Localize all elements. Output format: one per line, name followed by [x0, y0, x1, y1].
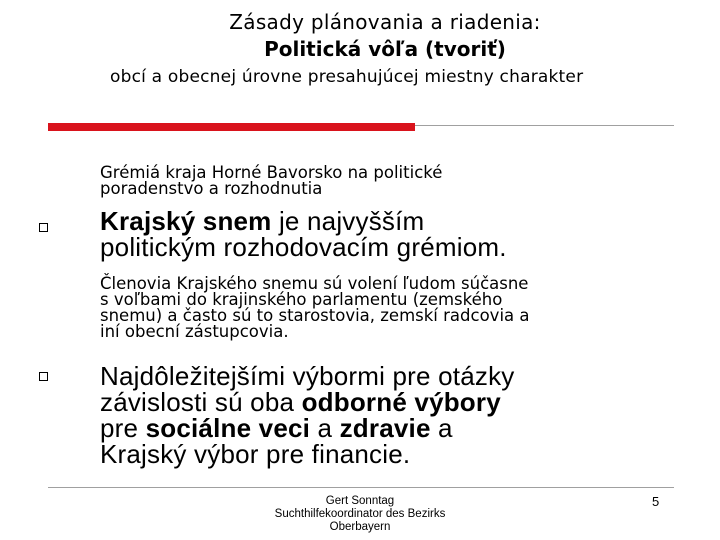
page-number: 5 [652, 494, 660, 509]
bullet-2-text-a: závislosti sú oba [100, 387, 302, 417]
block1-subtitle-line1: Grémiá kraja Horné Bavorsko na politické [100, 163, 443, 182]
block2-line: snemu) a často sú to starostovia, zemskí radcovia a [100, 306, 530, 325]
bullet-2-bold-a: odborné výbory [301, 387, 501, 417]
slide-title-line2: Politická vôľa (tvoriť) [264, 37, 506, 61]
slide-title-line1: Zásady plánovania a riadenia: [229, 10, 541, 34]
title-accent-bar [48, 123, 415, 131]
bullet-1-line1 [100, 208, 700, 234]
bullet-2-line2 [100, 389, 620, 415]
bullet-2-line1: Najdôležitejšími výbormi pre otázky [100, 361, 515, 391]
bullet-1-bold: Krajský snem [100, 206, 272, 236]
footer-line1: Gert Sonntag [325, 495, 395, 507]
bullet-2-line3 [100, 415, 620, 441]
bullet-1-rest: je najvyšším [271, 206, 425, 236]
bullet-2-line4: Krajský výbor pre financie. [100, 439, 411, 469]
block2-line: iní obecní zástupcovia. [100, 322, 289, 341]
square-bullet-icon [39, 223, 48, 232]
footer-line3: Oberbayern [329, 521, 391, 533]
bullet-2-bold-b: sociálne veci [145, 413, 311, 443]
footer-line2: Suchthilfekoordinator des Bezirks [274, 508, 446, 520]
bullet-2-text-d: a [430, 413, 453, 443]
bullet-1-text [100, 208, 700, 260]
footer-divider-line [48, 487, 674, 488]
footer-author [200, 495, 520, 534]
bullet-2-text [100, 363, 620, 467]
bullet-2-bold-c: zdravie [339, 413, 431, 443]
bullet-2-text-c: a [310, 413, 340, 443]
block2-line: s voľbami do krajinského parlamentu (zemského [100, 290, 503, 309]
block1-subtitle-line2: poradenstvo a rozhodnutia [100, 179, 323, 198]
block2-line: Členovia Krajského snemu sú volení ľudom súčasne [100, 274, 529, 293]
slide-subtitle: obcí a obecnej úrovne presahujúcej miestny charakter [110, 67, 584, 87]
bullet-2-text-b: pre [100, 413, 146, 443]
block1-subtitle [100, 165, 442, 197]
square-bullet-icon [39, 372, 48, 381]
bullet-1-line2: politickým rozhodovacím grémiom. [100, 232, 507, 262]
block2-paragraph [100, 276, 530, 340]
